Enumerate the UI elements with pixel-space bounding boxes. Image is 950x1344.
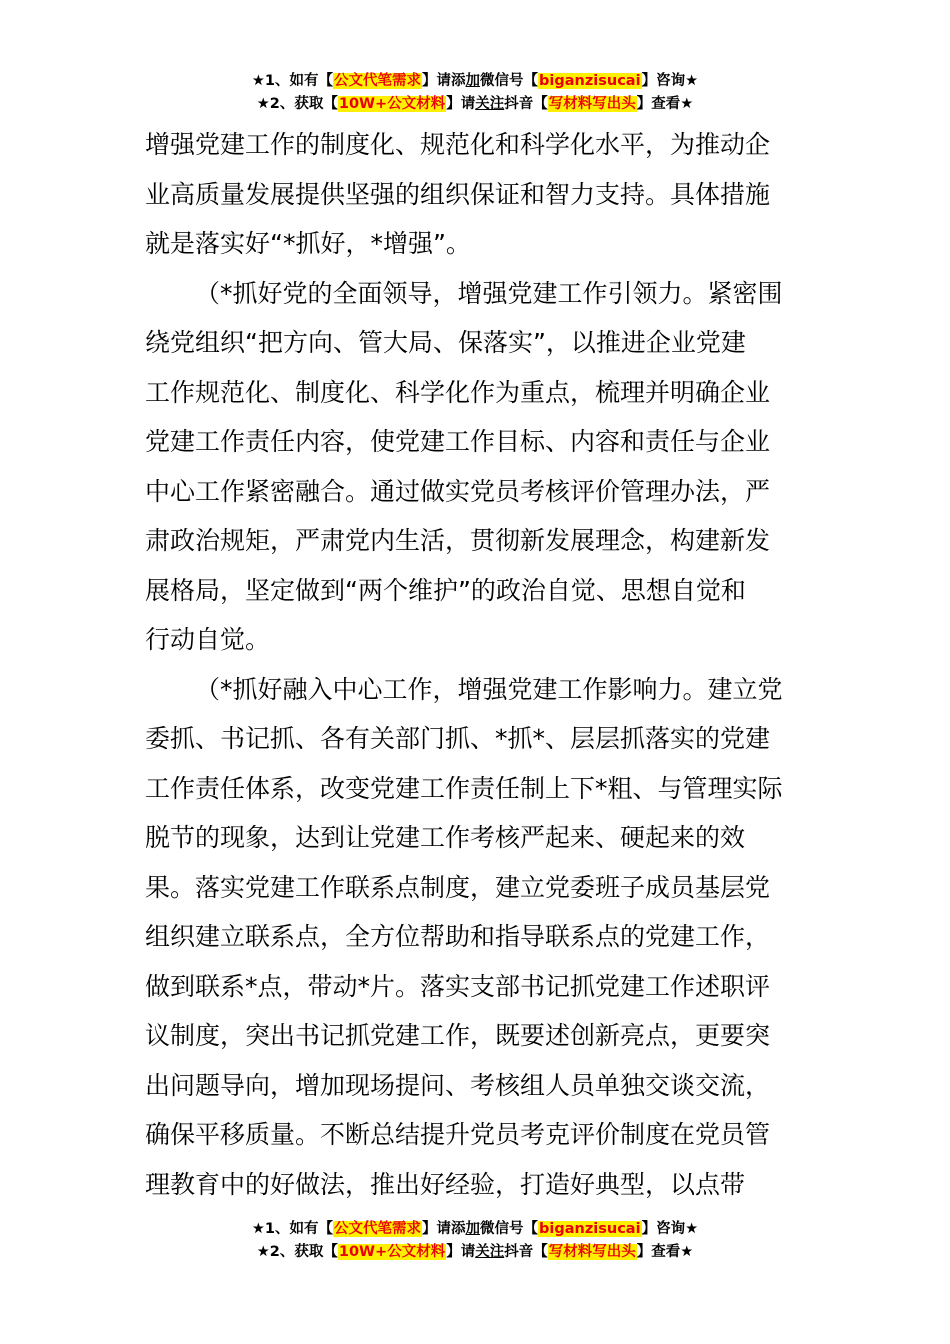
banner-text: 】查看★ bbox=[636, 96, 694, 112]
banner-text: 】查看★ bbox=[636, 1244, 694, 1260]
banner-emphasis: 加 bbox=[465, 73, 481, 89]
highlight-wechat-id: biganzisucai bbox=[539, 1221, 641, 1237]
text-line: 党建工作责任内容，使党建工作目标、内容和责任与企业 bbox=[145, 427, 771, 456]
banner-text: 】请 bbox=[446, 1244, 476, 1260]
highlight-materials: 10W+公文材料 bbox=[338, 1244, 446, 1260]
text-line: （*抓好党的全面领导，增强党建工作引领力。紧密围 bbox=[195, 278, 783, 308]
header-banner bbox=[0, 70, 950, 116]
text-line: 肃政治规矩，严肃党内生活，贯彻新发展理念，构建新发 bbox=[145, 526, 771, 555]
text-line: 业高质量发展提供坚强的组织保证和智力支持。具体措施 bbox=[145, 179, 771, 209]
text-line: 中心工作紧密融合。通过做实党员考核评价管理办法，严 bbox=[145, 476, 771, 506]
banner-text: 】请 bbox=[446, 96, 476, 112]
text-line: 绕党组织“把方向、管大局、保落实”，以推进企业党建 bbox=[145, 328, 746, 357]
highlight-writing-service: 公文代笔需求 bbox=[334, 1221, 422, 1237]
text-line: 出问题导向，增加现场提问、考核组人员单独交谈交流， bbox=[145, 1070, 771, 1100]
text-line: 委抓、书记抓、各有关部门抓、*抓*、层层抓落实的党建 bbox=[145, 724, 771, 753]
banner-text: ★2、获取【 bbox=[256, 1244, 338, 1260]
banner-emphasis: 关注 bbox=[475, 96, 505, 112]
text-line: 增强党建工作的制度化、规范化和科学化水平，为推动企 bbox=[145, 130, 771, 159]
banner-line-2 bbox=[0, 1241, 950, 1264]
text-line: 组织建立联系点，全方位帮助和指导联系点的党建工作， bbox=[145, 922, 771, 951]
banner-text: 抖音【 bbox=[504, 1244, 548, 1260]
text-line: 理教育中的好做法，推出好经验，打造好典型，以点带 bbox=[145, 1169, 746, 1199]
text-line: 就是落实好“*抓好，*增强”。 bbox=[145, 229, 471, 258]
paragraph-leadership bbox=[145, 269, 809, 665]
text-line: 工作责任体系，改变党建工作责任制上下*粗、与管理实际 bbox=[145, 773, 783, 803]
banner-line-1 bbox=[0, 70, 950, 93]
text-line: 议制度，突出书记抓党建工作，既要述创新亮点，更要突 bbox=[145, 1021, 771, 1050]
document-body bbox=[145, 120, 809, 1209]
banner-text: ★1、如有【 bbox=[251, 1221, 334, 1237]
text-line: 确保平移质量。不断总结提升党员考克评价制度在党员管 bbox=[145, 1120, 771, 1149]
banner-text: 】咨询★ bbox=[641, 1221, 699, 1237]
banner-text: 】请添 bbox=[422, 1221, 466, 1237]
footer-banner bbox=[0, 1218, 950, 1264]
highlight-writing-service: 公文代笔需求 bbox=[334, 73, 422, 89]
highlight-wechat-id: biganzisucai bbox=[539, 73, 641, 89]
banner-text: 】请添 bbox=[422, 73, 466, 89]
paragraph-center-work bbox=[145, 665, 809, 1210]
banner-text: 微信号【 bbox=[480, 73, 539, 89]
highlight-materials: 10W+公文材料 bbox=[338, 96, 446, 112]
highlight-douyin-account: 写材料写出头 bbox=[548, 1244, 636, 1260]
highlight-douyin-account: 写材料写出头 bbox=[548, 96, 636, 112]
banner-text: 抖音【 bbox=[504, 96, 548, 112]
banner-emphasis: 加 bbox=[465, 1221, 481, 1237]
text-line: 脱节的现象，达到让党建工作考核严起来、硬起来的效 bbox=[145, 823, 746, 852]
text-line: 展格局，坚定做到“两个维护”的政治自觉、思想自觉和 bbox=[145, 575, 746, 605]
text-line: 果。落实党建工作联系点制度，建立党委班子成员基层党 bbox=[145, 872, 771, 902]
banner-line-2 bbox=[0, 93, 950, 116]
banner-text: 】咨询★ bbox=[641, 73, 699, 89]
text-line: 行动自觉。 bbox=[145, 625, 271, 654]
banner-text: ★1、如有【 bbox=[251, 73, 334, 89]
text-line: 做到联系*点，带动*片。落实支部书记抓党建工作述职评 bbox=[145, 971, 771, 1001]
banner-text: ★2、获取【 bbox=[256, 96, 338, 112]
banner-line-1 bbox=[0, 1218, 950, 1241]
intro-paragraph bbox=[145, 120, 809, 269]
banner-text: 微信号【 bbox=[480, 1221, 539, 1237]
text-line: 工作规范化、制度化、科学化作为重点，梳理并明确企业 bbox=[145, 377, 771, 407]
text-line: （*抓好融入中心工作，增强党建工作影响力。建立党 bbox=[195, 674, 783, 704]
banner-emphasis: 关注 bbox=[475, 1244, 505, 1260]
